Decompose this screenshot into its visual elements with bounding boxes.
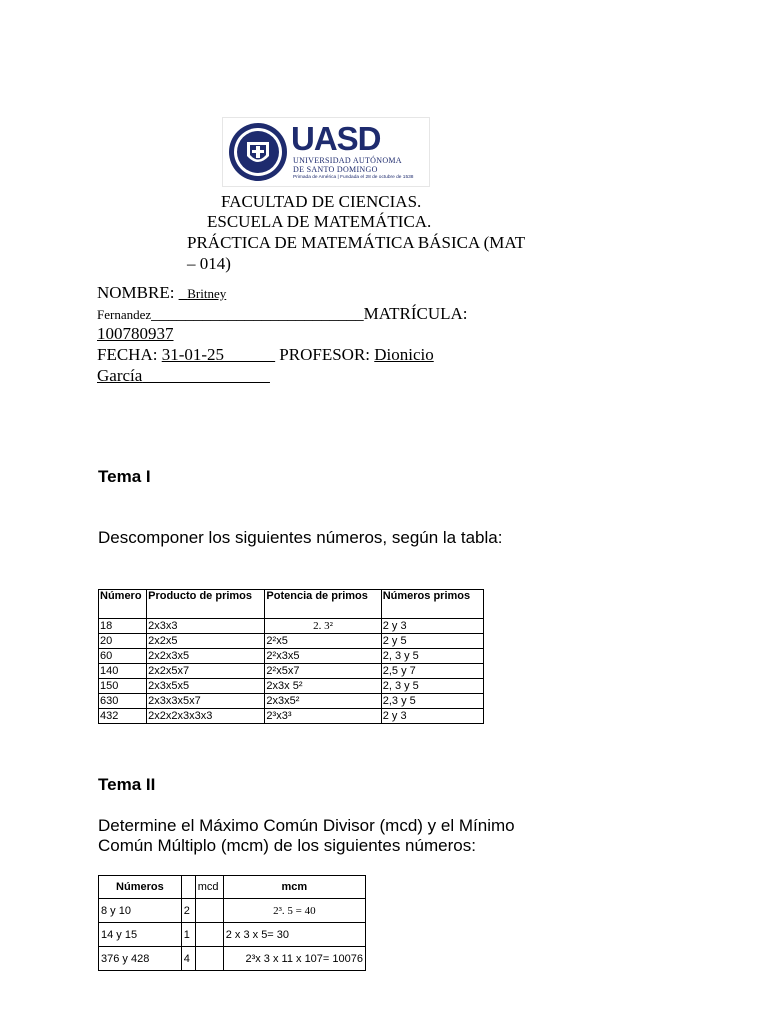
table-cell: 2x3x3x5x7 (147, 694, 265, 709)
uasd-logo (222, 117, 430, 187)
table-header-row (99, 876, 366, 899)
table-cell: 2. 3² (265, 619, 381, 634)
mcd-mcm-table (98, 875, 366, 971)
header-primos: Números primos (381, 590, 483, 619)
course-code: – 014) (187, 254, 231, 273)
table-row (99, 664, 484, 679)
table-row (99, 679, 484, 694)
table-cell: 2²x5 (265, 634, 381, 649)
table-cell: 2,3 y 5 (381, 694, 483, 709)
table-cell: 18 (99, 619, 147, 634)
table-cell: 2 y 3 (381, 619, 483, 634)
table-row (99, 634, 484, 649)
table-cell (181, 876, 195, 899)
table-cell: 20 (99, 634, 147, 649)
table-cell: 2x3x 5² (265, 679, 381, 694)
profesor-last-name: García (97, 366, 143, 385)
table-cell: 2 y 5 (381, 634, 483, 649)
table-cell: 2x2x3x5 (147, 649, 265, 664)
course-heading: PRÁCTICA DE MATEMÁTICA BÁSICA (MAT (187, 233, 526, 252)
tema-2-title: Tema II (98, 775, 156, 794)
profesor-first-name: Dionicio (374, 345, 434, 364)
table-cell: 2x3x5x5 (147, 679, 265, 694)
table-cell: 630 (99, 694, 147, 709)
fecha-line: FECHA: 31-01-25______ PROFESOR: Dionicio (97, 345, 434, 364)
student-last-name: Fernandez (97, 307, 152, 322)
table-cell: 2,5 y 7 (381, 664, 483, 679)
table-cell: 2x3x5² (265, 694, 381, 709)
school-heading: ESCUELA DE MATEMÁTICA. (207, 212, 432, 231)
table-row (99, 649, 484, 664)
nombre-label: NOMBRE: (97, 283, 179, 302)
table-cell: 2x2x5x7 (147, 664, 265, 679)
table-cell: 432 (99, 709, 147, 724)
table-row (99, 923, 366, 947)
table-cell: 2x3x3 (147, 619, 265, 634)
header-potencia: Potencia de primos (265, 590, 381, 619)
matricula-value: 100780937 (97, 324, 174, 343)
table-cell (195, 899, 223, 923)
fecha-label: FECHA: (97, 345, 162, 364)
table-cell: 60 (99, 649, 147, 664)
table-cell: 2³x 3 x 11 x 107= 10076 (223, 947, 365, 971)
logo-acronym: UASD (291, 120, 381, 157)
table-cell: 8 y 10 (99, 899, 182, 923)
table-row (99, 709, 484, 724)
table-cell: 2 (181, 899, 195, 923)
profesor-line: García_______________ (97, 366, 270, 385)
tema-2-instruction: Determine el Máximo Común Divisor (mcd) y el Mínimo Común Múltiplo (mcm) de los siguientes números: (98, 816, 515, 855)
header-numeros: Números (99, 876, 182, 899)
table-cell: 2³x3³ (265, 709, 381, 724)
header-mcd: mcd (195, 876, 223, 899)
tema-1-title: Tema I (98, 467, 151, 486)
logo-tagline: Primada de América | Fundada el 28 de octubre de 1538 (293, 175, 414, 180)
table-row (99, 619, 484, 634)
table-header-row (99, 590, 484, 619)
table-cell: 150 (99, 679, 147, 694)
matricula-line: Fernandez_________________________MATRÍCULA: (97, 304, 468, 323)
table-cell: 4 (181, 947, 195, 971)
table-cell (195, 923, 223, 947)
prime-factorization-table (98, 589, 484, 724)
table-cell: 2, 3 y 5 (381, 649, 483, 664)
table-cell: 1 (181, 923, 195, 947)
nombre-line: NOMBRE: _Britney (97, 283, 227, 302)
student-first-name: Britney (187, 286, 227, 301)
table-cell: 2²x5x7 (265, 664, 381, 679)
logo-university-name: UNIVERSIDAD AUTÓNOMA DE SANTO DOMINGO (293, 156, 402, 174)
table-cell: 2 y 3 (381, 709, 483, 724)
header-producto: Producto de primos (147, 590, 265, 619)
table-cell: 376 y 428 (99, 947, 182, 971)
fecha-value: 31-01-25 (161, 345, 225, 364)
university-seal-icon (227, 120, 289, 184)
table-cell: 140 (99, 664, 147, 679)
faculty-heading: FACULTAD DE CIENCIAS. (221, 192, 422, 211)
table-row (99, 694, 484, 709)
header-mcm: mcm (223, 876, 365, 899)
tema-1-instruction: Descomponer los siguientes números, según la tabla: (98, 528, 503, 547)
table-cell: 2x2x2x3x3x3 (147, 709, 265, 724)
table-cell: 2x2x5 (147, 634, 265, 649)
table-cell: 2 x 3 x 5= 30 (223, 923, 365, 947)
table-row (99, 947, 366, 971)
matricula-label: MATRÍCULA: (363, 304, 468, 323)
table-cell: 2, 3 y 5 (381, 679, 483, 694)
header-numero: Número (99, 590, 147, 619)
table-cell (195, 947, 223, 971)
profesor-label: PROFESOR: (275, 345, 375, 364)
table-cell: 2²x3x5 (265, 649, 381, 664)
table-cell: 2³. 5 = 40 (223, 899, 365, 923)
table-row (99, 899, 366, 923)
table-cell: 14 y 15 (99, 923, 182, 947)
